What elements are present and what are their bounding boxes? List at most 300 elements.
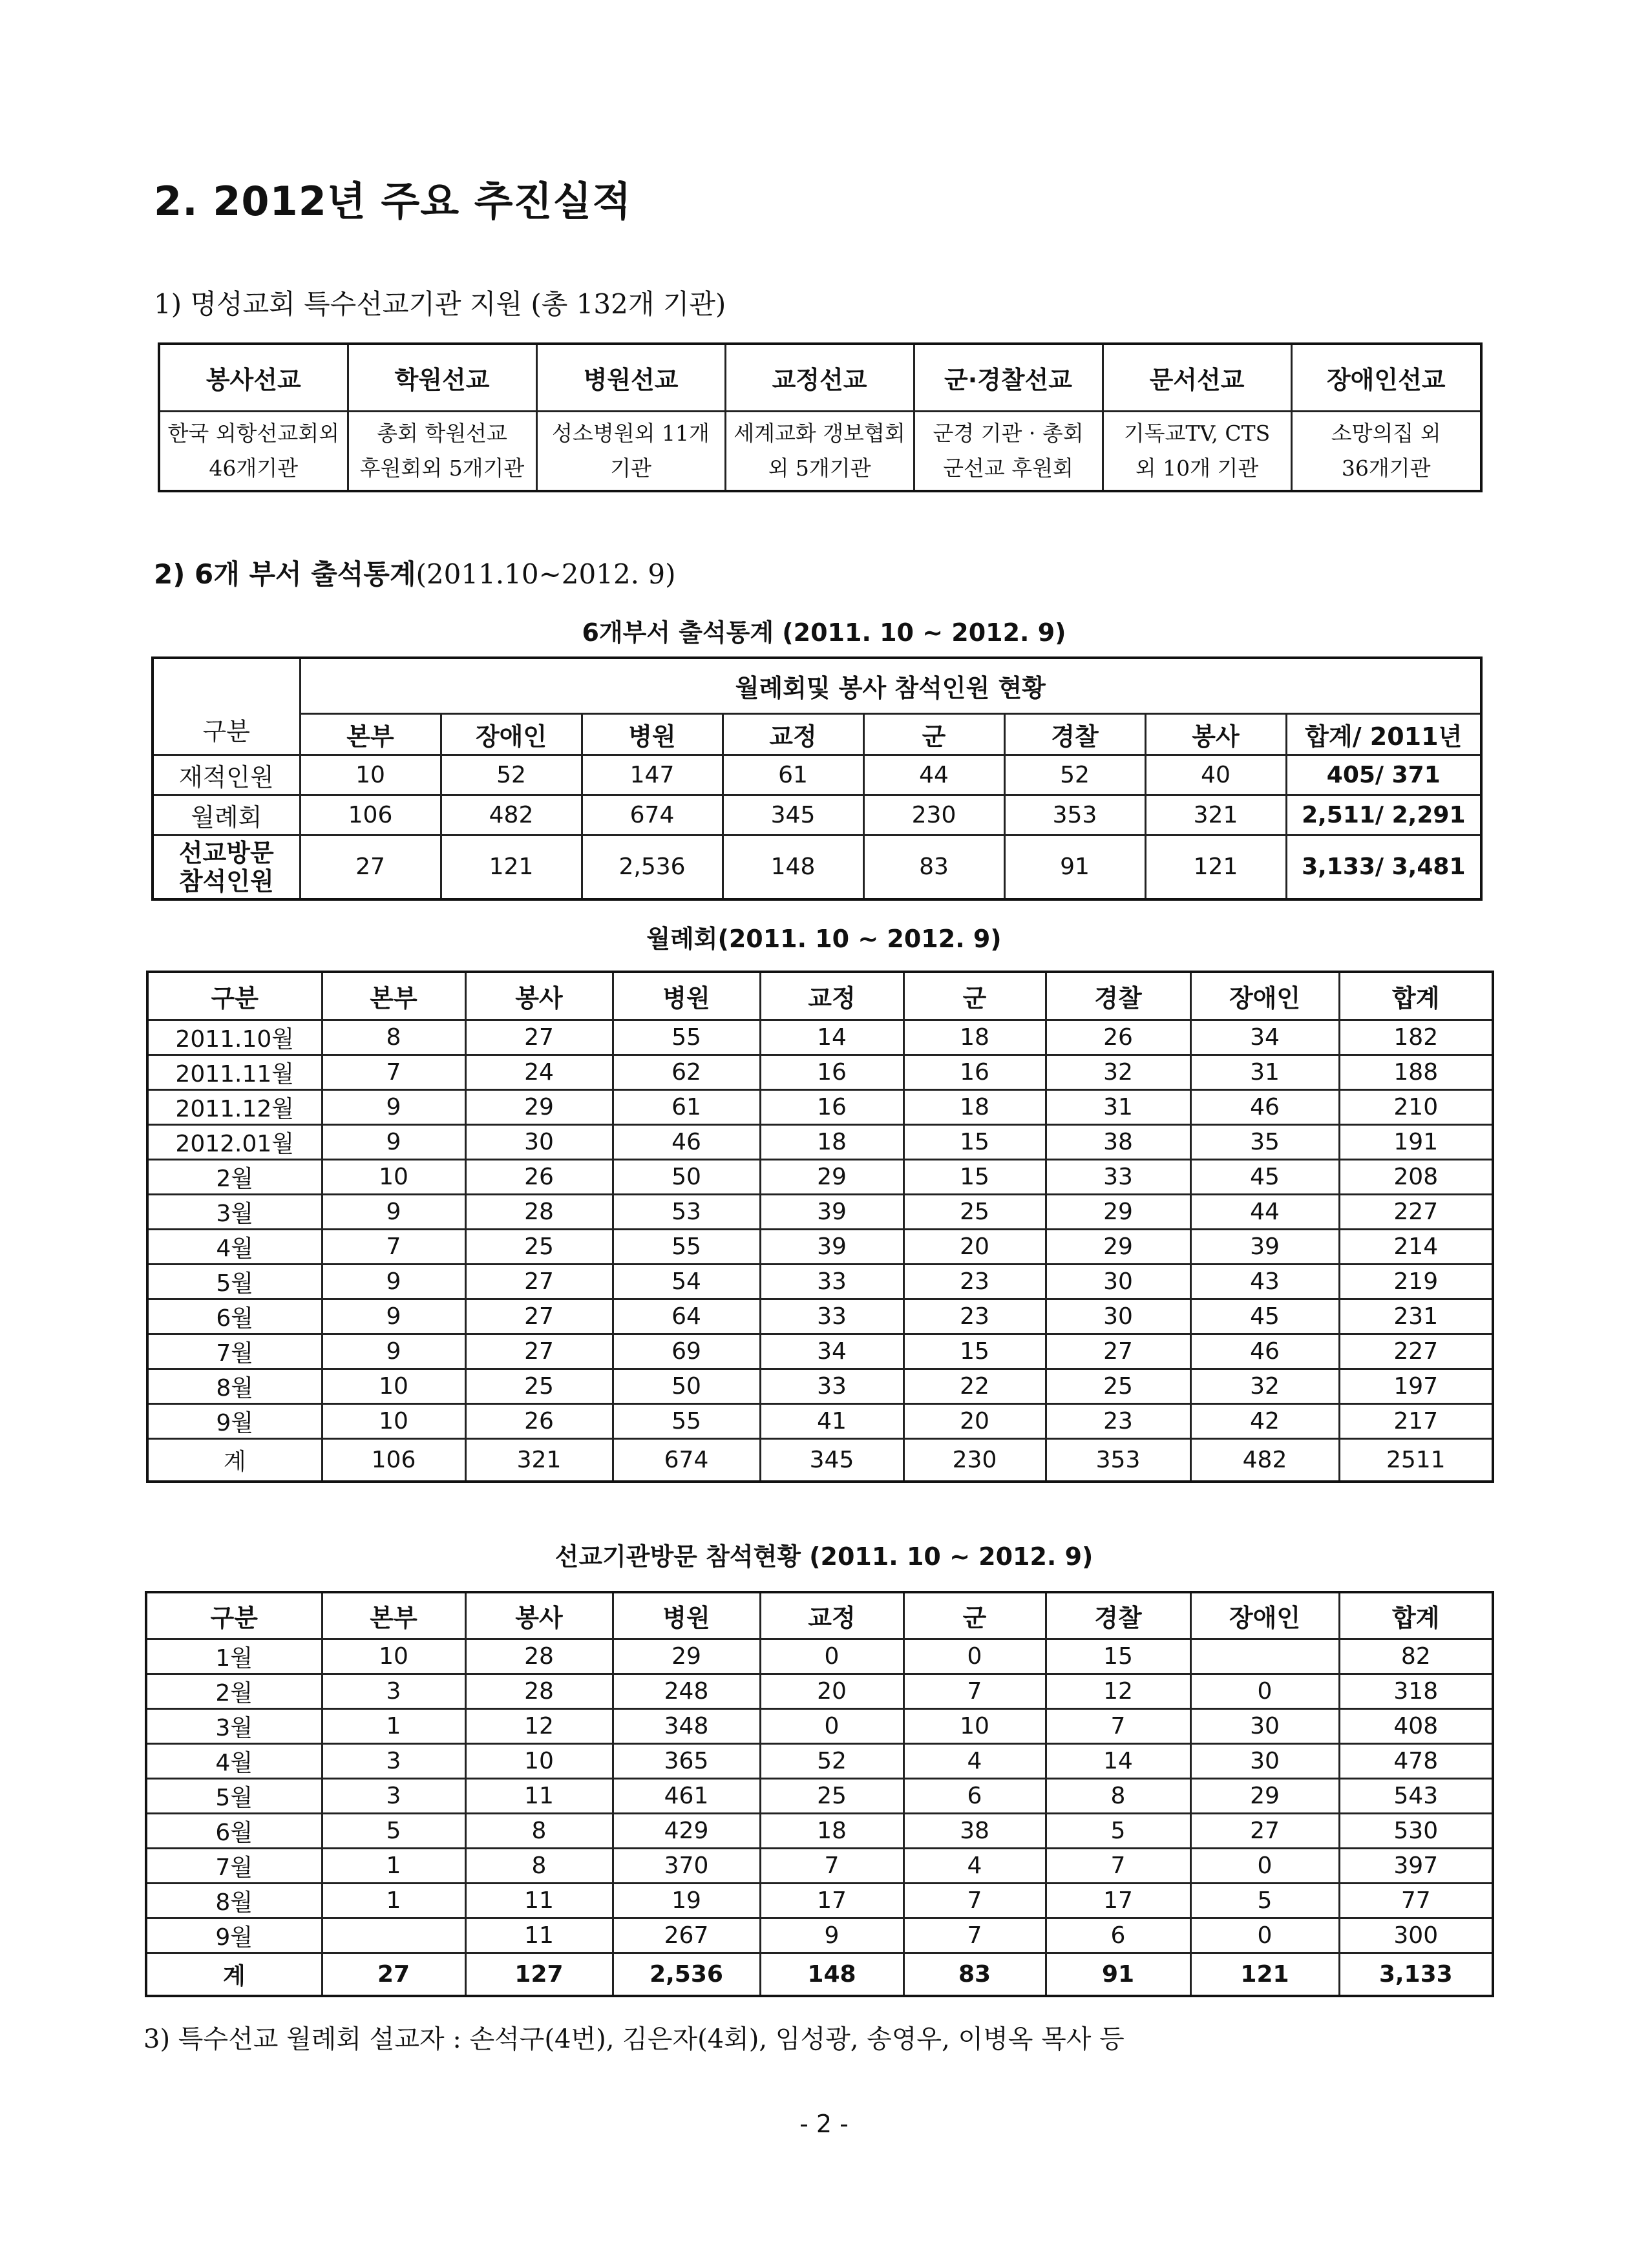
column-header: 병원	[613, 1592, 760, 1639]
table-cell: 17	[760, 1883, 903, 1918]
table-row	[147, 1403, 1493, 1438]
table-cell: 18	[760, 1813, 903, 1848]
table-cell: 25	[903, 1194, 1046, 1229]
table-row	[147, 1124, 1493, 1159]
support-cell	[159, 411, 348, 491]
table-cell: 9	[322, 1089, 465, 1124]
table-cell: 61	[613, 1089, 760, 1124]
table-row	[147, 1264, 1493, 1299]
row-label: 계	[146, 1953, 322, 1996]
column-header: 경찰	[1046, 972, 1190, 1020]
support-cell	[1103, 411, 1291, 491]
table-row	[146, 1813, 1493, 1848]
table-cell: 69	[613, 1334, 760, 1369]
table-cell: 32	[1046, 1055, 1190, 1089]
table2-caption: 월례회(2011. 10 ~ 2012. 9)	[646, 925, 1002, 953]
table-cell: 3	[322, 1778, 465, 1813]
support-cell	[1291, 411, 1481, 491]
table-cell: 22	[903, 1369, 1046, 1403]
header-cell: 봉사선교	[159, 344, 348, 411]
table-cell: 4	[903, 1743, 1046, 1778]
cell-line: 36개기관	[1341, 455, 1431, 481]
table-row	[147, 1229, 1493, 1264]
column-header: 병원	[613, 972, 760, 1020]
table-cell: 34	[1190, 1020, 1339, 1055]
row-label: 3월	[147, 1194, 322, 1229]
table-cell: 61	[723, 755, 863, 795]
table-cell: 27	[465, 1334, 613, 1369]
table-row	[153, 795, 1481, 835]
table-cell: 83	[903, 1953, 1046, 1996]
table-cell: 248	[613, 1674, 760, 1708]
table-cell: 25	[1046, 1369, 1190, 1403]
table-cell: 83	[863, 835, 1004, 899]
column-header: 봉사	[465, 972, 613, 1020]
cell-line: 한국 외항선교회외	[167, 420, 339, 446]
row-label: 4월	[146, 1743, 322, 1778]
column-header: 봉사	[1145, 713, 1286, 755]
mission-support-table	[158, 342, 1483, 492]
column-header: 본부	[300, 713, 441, 755]
table-row	[147, 1194, 1493, 1229]
table-cell: 20	[903, 1403, 1046, 1438]
table-cell: 25	[465, 1229, 613, 1264]
table-cell: 0	[760, 1708, 903, 1743]
table-cell: 674	[582, 795, 723, 835]
table-cell: 32	[1190, 1369, 1339, 1403]
table-cell: 53	[613, 1194, 760, 1229]
table-cell: 214	[1339, 1229, 1493, 1264]
table-cell: 18	[903, 1020, 1046, 1055]
table-cell: 3	[322, 1743, 465, 1778]
table-cell: 231	[1339, 1299, 1493, 1334]
table-cell: 17	[1046, 1883, 1190, 1918]
table-cell: 10	[322, 1403, 465, 1438]
row-label: 2011.12월	[147, 1089, 322, 1124]
page-number: - 2 -	[799, 2110, 849, 2138]
cell-line: 군경 기관 · 총회	[933, 420, 1084, 446]
table-cell: 15	[1046, 1639, 1190, 1674]
table-cell: 14	[1046, 1743, 1190, 1778]
table-cell: 5	[1190, 1883, 1339, 1918]
cell-line: 기관	[610, 455, 651, 481]
table-cell: 33	[760, 1264, 903, 1299]
table-cell: 30	[1046, 1264, 1190, 1299]
table-cell: 29	[1046, 1194, 1190, 1229]
table-row	[153, 835, 1481, 899]
table-cell: 29	[613, 1639, 760, 1674]
table-cell: 7	[322, 1055, 465, 1089]
row-label: 6월	[147, 1299, 322, 1334]
table-cell: 23	[1046, 1403, 1190, 1438]
table-cell: 3	[322, 1674, 465, 1708]
table-cell: 0	[760, 1639, 903, 1674]
row-label-header	[153, 658, 300, 755]
column-header: 군	[903, 972, 1046, 1020]
table-cell: 44	[863, 755, 1004, 795]
table-cell: 41	[760, 1403, 903, 1438]
table-cell: 370	[613, 1848, 760, 1883]
table-cell: 29	[1190, 1778, 1339, 1813]
table-cell: 127	[465, 1953, 613, 1996]
table-cell: 321	[1145, 795, 1286, 835]
table-cell: 478	[1339, 1743, 1493, 1778]
table-cell: 121	[1145, 835, 1286, 899]
table-cell: 33	[760, 1299, 903, 1334]
table-cell: 30	[465, 1124, 613, 1159]
table-cell: 20	[903, 1229, 1046, 1264]
table-cell: 27	[1190, 1813, 1339, 1848]
table-cell: 530	[1339, 1813, 1493, 1848]
table-cell: 27	[322, 1953, 465, 1996]
table-cell: 227	[1339, 1194, 1493, 1229]
table-header-row	[146, 1592, 1493, 1639]
table-cell: 7	[1046, 1848, 1190, 1883]
table-cell: 7	[760, 1848, 903, 1883]
table-cell: 19	[613, 1883, 760, 1918]
table-row	[147, 1020, 1493, 1055]
table-cell: 353	[1004, 795, 1145, 835]
table-cell: 15	[903, 1159, 1046, 1194]
row-label: 9월	[146, 1918, 322, 1953]
row-label: 6월	[146, 1813, 322, 1848]
table-cell: 23	[903, 1264, 1046, 1299]
table-cell: 11	[465, 1883, 613, 1918]
table-cell: 43	[1190, 1264, 1339, 1299]
table-row	[146, 1708, 1493, 1743]
column-header: 봉사	[465, 1592, 613, 1639]
table-cell: 39	[760, 1229, 903, 1264]
attendance-summary-table	[151, 656, 1483, 901]
table-cell: 482	[441, 795, 582, 835]
table-cell: 62	[613, 1055, 760, 1089]
table-cell: 10	[465, 1743, 613, 1778]
header-cell: 교정선교	[725, 344, 914, 411]
table-cell: 2,536	[582, 835, 723, 899]
total-row	[147, 1438, 1493, 1482]
table-row	[146, 1778, 1493, 1813]
table-header-row	[147, 972, 1493, 1020]
table-cell: 408	[1339, 1708, 1493, 1743]
table-cell: 12	[465, 1708, 613, 1743]
monthly-meeting-table	[146, 971, 1494, 1483]
row-label: 1월	[146, 1639, 322, 1674]
table-cell: 55	[613, 1403, 760, 1438]
mission-support-body-row	[159, 411, 1481, 491]
table-cell: 0	[1190, 1674, 1339, 1708]
table-cell: 26	[465, 1403, 613, 1438]
table-cell: 10	[322, 1639, 465, 1674]
table-cell: 39	[1190, 1229, 1339, 1264]
table-cell: 5	[1046, 1813, 1190, 1848]
item2-title-bold: 2) 6개 부서 출석통계	[154, 558, 416, 590]
table-cell: 26	[465, 1159, 613, 1194]
support-cell	[725, 411, 914, 491]
table-cell: 29	[465, 1089, 613, 1124]
table-cell: 46	[613, 1124, 760, 1159]
table-cell: 27	[1046, 1334, 1190, 1369]
table-cell: 0	[903, 1639, 1046, 1674]
item2-title-period: (2011.10~2012. 9)	[416, 558, 676, 590]
table-cell: 1	[322, 1848, 465, 1883]
table-cell: 321	[465, 1438, 613, 1482]
table-cell: 40	[1145, 755, 1286, 795]
row-label: 2월	[147, 1159, 322, 1194]
table-cell: 11	[465, 1918, 613, 1953]
table-cell: 45	[1190, 1159, 1339, 1194]
cell-line: 46개기관	[209, 455, 299, 481]
table-cell: 10	[300, 755, 441, 795]
table-cell: 482	[1190, 1438, 1339, 1482]
mission-support-header-row	[159, 344, 1481, 411]
cell-line: 군선교 후원회	[943, 455, 1073, 481]
row-label: 2011.11월	[147, 1055, 322, 1089]
table-cell: 30	[1190, 1708, 1339, 1743]
item2-title	[154, 553, 675, 592]
table-cell: 230	[903, 1438, 1046, 1482]
summary-group-row	[153, 658, 1481, 713]
item3-preachers: 3) 특수선교 월례회 설교자 : 손석구(4번), 김은자(4회), 임성광, 송영우, 이병옥 목사 등	[143, 2024, 1125, 2054]
table-cell: 10	[322, 1369, 465, 1403]
table-cell: 42	[1190, 1403, 1339, 1438]
column-header: 군	[863, 713, 1004, 755]
column-header: 합계	[1339, 972, 1493, 1020]
table-cell: 10	[903, 1708, 1046, 1743]
column-header: 합계	[1339, 1592, 1493, 1639]
summary-header-row	[153, 713, 1481, 755]
table-cell: 38	[903, 1813, 1046, 1848]
table-cell: 365	[613, 1743, 760, 1778]
row-label: 재적인원	[153, 755, 300, 795]
table-cell: 674	[613, 1438, 760, 1482]
table-cell: 267	[613, 1918, 760, 1953]
table-cell: 4	[903, 1848, 1046, 1883]
table-cell: 148	[760, 1953, 903, 1996]
table-cell: 46	[1190, 1089, 1339, 1124]
row-label: 7월	[147, 1334, 322, 1369]
table-cell: 16	[760, 1055, 903, 1089]
table-cell: 8	[1046, 1778, 1190, 1813]
table-row	[147, 1299, 1493, 1334]
table-cell: 50	[613, 1369, 760, 1403]
column-header: 군	[903, 1592, 1046, 1639]
support-cell	[348, 411, 536, 491]
table-cell: 23	[903, 1299, 1046, 1334]
table-cell: 29	[1046, 1229, 1190, 1264]
table-cell: 7	[903, 1674, 1046, 1708]
table-cell: 27	[465, 1020, 613, 1055]
table-cell: 39	[760, 1194, 903, 1229]
header-cell: 학원선교	[348, 344, 536, 411]
table-cell: 348	[613, 1708, 760, 1743]
section-title: 2. 2012년 주요 추진실적	[154, 178, 632, 225]
group-header: 월례회및 봉사 참석인원 현황	[300, 658, 1481, 713]
cell-line: 소망의집 외	[1331, 420, 1441, 446]
table-cell: 52	[1004, 755, 1145, 795]
table-cell: 44	[1190, 1194, 1339, 1229]
row-label: 2월	[146, 1674, 322, 1708]
table-cell: 82	[1339, 1639, 1493, 1674]
table-cell: 148	[723, 835, 863, 899]
table-cell: 45	[1190, 1299, 1339, 1334]
table-cell: 30	[1190, 1743, 1339, 1778]
support-cell	[914, 411, 1103, 491]
column-header: 장애인	[1190, 972, 1339, 1020]
column-header: 병원	[582, 713, 723, 755]
table-cell: 219	[1339, 1264, 1493, 1299]
column-header: 본부	[322, 1592, 465, 1639]
row-label: 3월	[146, 1708, 322, 1743]
table-cell: 543	[1339, 1778, 1493, 1813]
table-cell: 50	[613, 1159, 760, 1194]
table-cell: 9	[322, 1124, 465, 1159]
column-header: 교정	[760, 1592, 903, 1639]
table-row	[146, 1883, 1493, 1918]
table-cell: 461	[613, 1778, 760, 1813]
table-cell: 46	[1190, 1334, 1339, 1369]
table-cell: 52	[760, 1743, 903, 1778]
table-cell: 345	[723, 795, 863, 835]
header-cell: 장애인선교	[1291, 344, 1481, 411]
table3-caption: 선교기관방문 참석현황 (2011. 10 ~ 2012. 9)	[555, 1542, 1093, 1571]
header-cell: 문서선교	[1103, 344, 1291, 411]
table-cell: 12	[1046, 1674, 1190, 1708]
table-cell: 91	[1004, 835, 1145, 899]
table-row	[146, 1743, 1493, 1778]
table-cell: 1	[322, 1883, 465, 1918]
table-cell: 6	[1046, 1918, 1190, 1953]
table-row	[147, 1089, 1493, 1124]
column-header: 구분	[147, 972, 322, 1020]
column-header: 교정	[723, 713, 863, 755]
column-header: 장애인	[1190, 1592, 1339, 1639]
header-cell: 군·경찰선교	[914, 344, 1103, 411]
table-cell: 31	[1190, 1055, 1339, 1089]
table-row	[153, 755, 1481, 795]
table-cell: 2,536	[613, 1953, 760, 1996]
table-cell: 8	[465, 1813, 613, 1848]
table-cell: 25	[760, 1778, 903, 1813]
table-cell: 8	[465, 1848, 613, 1883]
table-cell: 33	[760, 1369, 903, 1403]
table-cell: 9	[322, 1194, 465, 1229]
table-cell: 10	[322, 1159, 465, 1194]
row-label: 4월	[147, 1229, 322, 1264]
table-cell: 106	[322, 1438, 465, 1482]
table-cell: 55	[613, 1229, 760, 1264]
table-cell: 197	[1339, 1369, 1493, 1403]
row-label: 월례회	[153, 795, 300, 835]
table-row	[146, 1848, 1493, 1883]
table-cell: 27	[465, 1299, 613, 1334]
row-label: 9월	[147, 1403, 322, 1438]
table-cell: 33	[1046, 1159, 1190, 1194]
table-row	[147, 1159, 1493, 1194]
item1-title: 1) 명성교회 특수선교기관 지원 (총 132개 기관)	[154, 288, 726, 320]
table-cell: 38	[1046, 1124, 1190, 1159]
table-cell: 345	[760, 1438, 903, 1482]
table-cell: 24	[465, 1055, 613, 1089]
cell-line: 성소병원외 11개	[552, 420, 710, 446]
table-cell: 52	[441, 755, 582, 795]
table-cell: 2511	[1339, 1438, 1493, 1482]
total-cell: 2,511/ 2,291	[1286, 795, 1481, 835]
table-cell: 11	[465, 1778, 613, 1813]
table-cell: 28	[465, 1674, 613, 1708]
header-cell: 병원선교	[536, 344, 725, 411]
table-cell: 227	[1339, 1334, 1493, 1369]
column-header: 장애인	[441, 713, 582, 755]
table-cell: 0	[1190, 1848, 1339, 1883]
table-cell: 210	[1339, 1089, 1493, 1124]
cell-line: 세계교화 갱보협회	[734, 420, 905, 446]
column-header: 구분	[146, 1592, 322, 1639]
column-header: 본부	[322, 972, 465, 1020]
table-cell: 28	[465, 1194, 613, 1229]
table-cell: 16	[903, 1055, 1046, 1089]
table-cell: 15	[903, 1334, 1046, 1369]
table-cell: 27	[300, 835, 441, 899]
table-cell: 18	[903, 1089, 1046, 1124]
row-label: 2011.10월	[147, 1020, 322, 1055]
table-cell	[1190, 1639, 1339, 1674]
table-cell: 54	[613, 1264, 760, 1299]
table-cell: 217	[1339, 1403, 1493, 1438]
total-row	[146, 1953, 1493, 1996]
table-cell: 106	[300, 795, 441, 835]
table-cell: 5	[322, 1813, 465, 1848]
table-cell: 28	[465, 1639, 613, 1674]
row-label: 5월	[147, 1264, 322, 1299]
total-cell: 3,133/ 3,481	[1286, 835, 1481, 899]
table-cell: 208	[1339, 1159, 1493, 1194]
table-cell: 318	[1339, 1674, 1493, 1708]
column-header: 경찰	[1004, 713, 1145, 755]
total-cell: 405/ 371	[1286, 755, 1481, 795]
table1-caption: 6개부서 출석통계 (2011. 10 ~ 2012. 9)	[582, 618, 1066, 647]
table-cell: 25	[465, 1369, 613, 1403]
column-header: 경찰	[1046, 1592, 1190, 1639]
table-cell: 16	[760, 1089, 903, 1124]
table-row	[147, 1334, 1493, 1369]
table-row	[147, 1369, 1493, 1403]
support-cell	[536, 411, 725, 491]
mission-visit-table	[145, 1591, 1494, 1997]
table-row	[146, 1918, 1493, 1953]
table-row	[146, 1674, 1493, 1708]
group-label: 구분	[202, 717, 250, 746]
table-cell: 429	[613, 1813, 760, 1848]
row-label: 7월	[146, 1848, 322, 1883]
table-cell: 30	[1046, 1299, 1190, 1334]
table-cell: 27	[465, 1264, 613, 1299]
row-label: 8월	[146, 1883, 322, 1918]
table-cell: 121	[1190, 1953, 1339, 1996]
table-cell: 31	[1046, 1089, 1190, 1124]
table-cell: 397	[1339, 1848, 1493, 1883]
table-row	[147, 1055, 1493, 1089]
cell-line: 기독교TV, CTS	[1123, 420, 1271, 446]
cell-line: 후원회외 5개기관	[359, 455, 525, 481]
table-cell: 34	[760, 1334, 903, 1369]
table-cell: 77	[1339, 1883, 1493, 1918]
table-row	[146, 1639, 1493, 1674]
cell-line: 외 5개기관	[768, 455, 871, 481]
table-cell: 7	[903, 1918, 1046, 1953]
row-label: 계	[147, 1438, 322, 1482]
table-cell: 9	[760, 1918, 903, 1953]
table-cell: 14	[760, 1020, 903, 1055]
